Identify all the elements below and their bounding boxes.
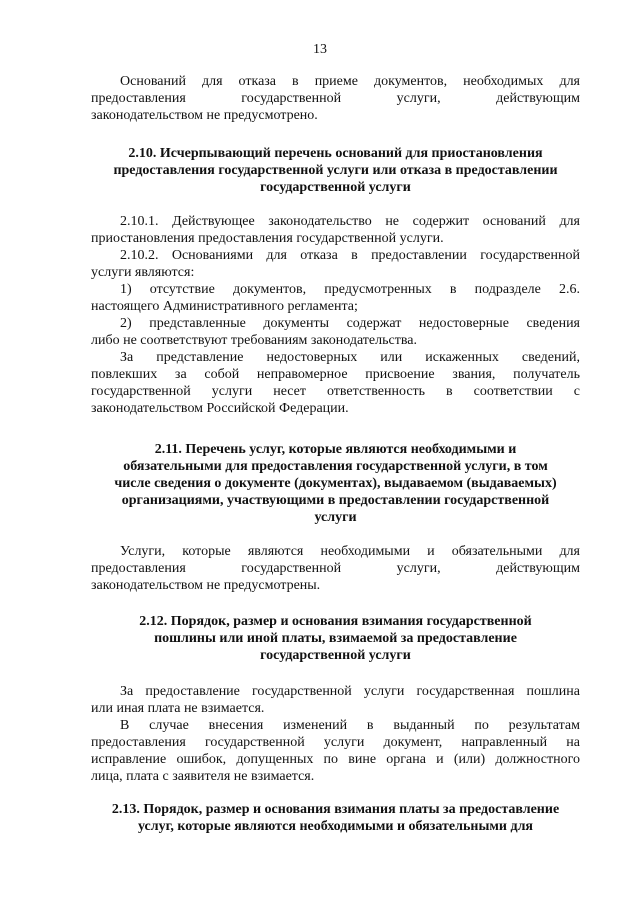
section-heading-2-10 <box>91 145 580 196</box>
text-line: исправление ошибок, допущенных по вине органа и (или) должностного <box>91 752 580 767</box>
text-line: либо не соответствуют требованиям законодательства. <box>91 333 417 348</box>
heading-line: 2.13. Порядок, размер и основания взимания платы за предоставление <box>111 802 560 817</box>
section-heading-2-12 <box>91 613 580 664</box>
text-line: повлекших за собой неправомерное присвоение звания, получатель <box>91 367 580 382</box>
heading-line: обязательными для предоставления государственной услуги, в том <box>123 459 548 474</box>
heading-line: государственной услуги <box>260 648 411 663</box>
text-line: законодательством Российской Федерации. <box>91 401 349 416</box>
text-line: законодательством не предусмотрены. <box>91 578 321 593</box>
text-line: законодательством не предусмотрено. <box>91 108 318 123</box>
text-line: предоставления государственной услуги документ, направленный на <box>91 735 580 750</box>
section-heading-2-13 <box>91 801 580 835</box>
page-number: 13 <box>313 42 327 57</box>
heading-line: пошлины или иной платы, взимаемой за предоставление <box>154 631 517 646</box>
heading-line: предоставления государственной услуги или отказа в предоставлении <box>113 163 558 178</box>
text-line: государственной услуги несет ответственность в соответствии с <box>91 384 580 399</box>
text-line: Оснований для отказа в приеме документов, необходимых для <box>120 74 580 89</box>
heading-line: числе сведения о документе (документах), выдаваемом (выдаваемых) <box>114 476 557 491</box>
list-item-1: 1) отсутствие документов, предусмотренных в подразделе 2.6. <box>120 282 580 297</box>
section-body-2-12 <box>91 683 580 785</box>
text-line: услуги являются: <box>91 265 195 280</box>
text-line: 2.10.2. Основаниями для отказа в предоставлении государственной <box>120 248 580 263</box>
text-line: настоящего Административного регламента; <box>91 299 358 314</box>
text-line: предоставления государственной услуги, действующим <box>91 91 580 106</box>
text-line: За представление недостоверных или искаженных сведений, <box>120 350 580 365</box>
heading-line: услуг, которые являются необходимыми и обязательными для <box>137 819 533 834</box>
heading-line: 2.10. Исчерпывающий перечень оснований для приостановления <box>128 146 543 161</box>
text-line: приостановления предоставления государственной услуги. <box>91 231 444 246</box>
section-heading-2-11 <box>91 441 580 526</box>
text-line: 2.10.1. Действующее законодательство не содержит оснований для <box>120 214 580 229</box>
heading-line: услуги <box>314 510 357 525</box>
heading-line: 2.12. Порядок, размер и основания взимания государственной <box>139 614 532 629</box>
heading-line: 2.11. Перечень услуг, которые являются необходимыми и <box>154 442 517 457</box>
text-line: За предоставление государственной услуги государственная пошлина <box>120 684 580 699</box>
section-body-2-10 <box>91 213 580 417</box>
text-line: или иная плата не взимается. <box>91 701 265 716</box>
paragraph-no-refusal-grounds <box>91 73 580 124</box>
list-item-2: 2) представленные документы содержат недостоверные сведения <box>120 316 580 331</box>
text-line: лица, плата с заявителя не взимается. <box>91 769 315 784</box>
heading-line: организациями, участвующими в предоставлении государственной <box>121 493 550 508</box>
text-line: В случае внесения изменений в выданный по результатам <box>120 718 580 733</box>
heading-line: государственной услуги <box>260 180 411 195</box>
text-line: Услуги, которые являются необходимыми и обязательными для <box>120 544 580 559</box>
text-line: предоставления государственной услуги, действующим <box>91 561 580 576</box>
section-body-2-11 <box>91 543 580 594</box>
